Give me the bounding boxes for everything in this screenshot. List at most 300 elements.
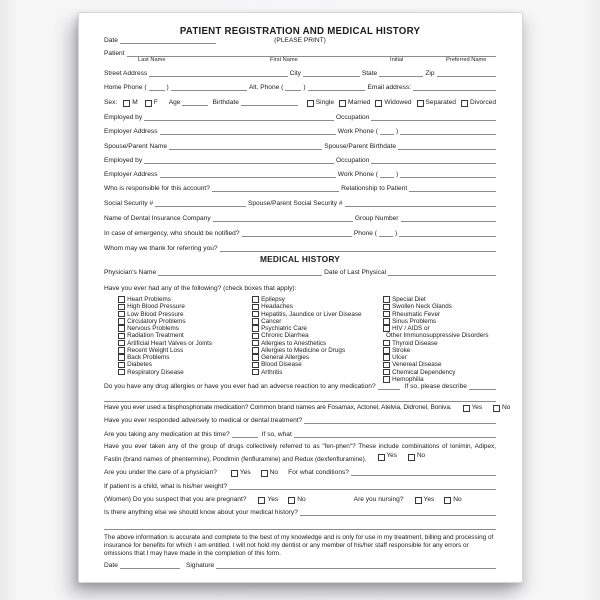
condition-stroke[interactable] [383, 347, 496, 354]
checkbox-box-icon [307, 100, 314, 107]
write-in-line[interactable] [379, 75, 423, 77]
form-page [78, 12, 523, 583]
write-in-line[interactable] [212, 190, 339, 192]
condition-label: Chronic Diarrhea [261, 332, 309, 340]
condition-label: Special Diet [392, 296, 426, 303]
condition-circulatory-problems[interactable] [118, 318, 252, 325]
condition-high-blood-pressure[interactable] [118, 303, 252, 310]
condition-label: HIV / AIDS or [392, 325, 430, 332]
field-label: In case of emergency, who should be notified? [104, 230, 240, 238]
checkbox-box-icon [415, 497, 422, 504]
condition-heart-problems[interactable] [118, 296, 252, 303]
checkbox-box-icon [118, 333, 125, 340]
write-in-line[interactable] [380, 133, 394, 135]
checkbox-label: M [132, 99, 138, 107]
condition-label: Thyroid Disease [392, 339, 438, 347]
field-label: Date [104, 37, 118, 45]
name-sublabel: Last Name [138, 57, 166, 64]
checkbox-box-icon [493, 405, 500, 412]
checkbox-box-icon [252, 354, 259, 361]
field-label: Date of Last Physical [324, 269, 387, 277]
condition-label: Stroke [392, 346, 411, 354]
condition-cancer[interactable] [252, 318, 383, 325]
field-label: ) [395, 171, 399, 179]
form-content [104, 25, 511, 570]
checkbox-yes[interactable] [415, 496, 435, 504]
field-label: For what conditions? [288, 469, 349, 477]
write-in-line[interactable] [371, 162, 496, 164]
name-sublabel: Preferred Name [446, 57, 487, 64]
field-label: Spouse/Parent Social Security # [247, 200, 343, 208]
pregnancy-row [104, 491, 496, 504]
write-in-line[interactable] [127, 55, 496, 57]
checkbox-label: Widowed [384, 99, 412, 107]
checkbox-box-icon [252, 296, 259, 303]
field-label: Are you taking any medication at this time? [104, 431, 230, 439]
checkbox-label: Yes [386, 452, 397, 460]
field-label: Street Address [104, 70, 148, 78]
write-in-line[interactable] [229, 488, 496, 490]
condition-label: Circulatory Problems [127, 317, 186, 325]
condition-radiation-treatment[interactable] [118, 332, 252, 339]
condition-swollen-neck-glands[interactable] [383, 303, 496, 310]
checkbox-box-icon [383, 296, 390, 303]
field-label: Spouse/Parent Birthdate [324, 143, 397, 151]
employed-row-1 [104, 107, 496, 122]
write-in-line[interactable] [169, 148, 322, 150]
physician-row [104, 264, 496, 277]
field-label: Birthdate [212, 99, 239, 107]
emergency-contact-row [104, 223, 496, 238]
write-in-line[interactable] [400, 133, 496, 135]
checkbox-box-icon [252, 347, 259, 354]
write-in-line[interactable] [213, 220, 353, 222]
field-label: Employer Address [104, 171, 158, 179]
checkbox-box-icon [258, 497, 265, 504]
checkbox-box-icon [383, 354, 390, 361]
continuation-line-1 [104, 391, 496, 403]
condition-chemical-dependency[interactable] [383, 369, 496, 376]
write-in-line[interactable] [379, 235, 393, 237]
condition-label: Radiation Treatment [127, 332, 184, 340]
checkbox-label: Yes [267, 496, 279, 504]
field-label: Age [168, 99, 181, 107]
write-in-line[interactable] [399, 235, 496, 237]
write-in-line[interactable] [378, 388, 400, 390]
write-in-line[interactable] [104, 528, 496, 530]
field-label: Work Phone ( [337, 128, 378, 136]
checkbox-label: Divorced [469, 99, 496, 107]
write-in-line[interactable] [351, 474, 496, 476]
field-label: City [289, 70, 301, 78]
condition-label: Nervous Problems [127, 325, 179, 332]
condition-special-diet[interactable] [383, 296, 496, 303]
condition-label: Epilepsy [261, 296, 285, 303]
checkbox-no[interactable] [493, 404, 510, 412]
write-in-line[interactable] [242, 235, 352, 237]
condition-label: Allergies to Medicine or Drugs [261, 346, 346, 354]
checkbox-f[interactable] [145, 99, 158, 107]
checkbox-label: Yes [239, 469, 251, 477]
field-label: Employer Address [104, 128, 158, 136]
write-in-line[interactable] [294, 436, 496, 438]
checkbox-box-icon [145, 100, 152, 107]
adverse-response-row [104, 412, 496, 425]
checkbox-label: F [153, 99, 158, 107]
field-label: Are you under the care of a physician? [104, 469, 217, 477]
spouse-name-row [104, 136, 496, 151]
checkbox-box-icon [118, 296, 125, 303]
condition-label: Headaches [261, 303, 293, 311]
checkbox-separated[interactable] [417, 99, 456, 107]
conditions-intro-row [104, 277, 496, 293]
condition-label: Psychiatric Care [261, 325, 307, 332]
checkbox-box-icon [118, 369, 125, 376]
checkbox-no[interactable] [261, 469, 278, 477]
checkbox-no[interactable] [444, 496, 461, 504]
condition-label: Recent Weight Loss [127, 346, 184, 354]
field-label: Do you have any drug allergies or have you ever had an adverse reaction to any medication? [104, 383, 376, 391]
employed-row-2 [104, 151, 496, 165]
checkbox-label: No [416, 452, 426, 460]
condition-label: Sinus Problems [392, 317, 437, 325]
write-in-line[interactable] [232, 436, 258, 438]
field-label: Employed by [104, 157, 143, 165]
field-label: Name of Dental Insurance Company [104, 215, 211, 223]
field-label: Who is responsible for this account? [104, 185, 210, 193]
field-label: (Women) Do you suspect that you are pregnant? [104, 496, 247, 504]
condition-epilepsy[interactable] [252, 296, 383, 303]
checkbox-yes[interactable] [258, 496, 278, 504]
condition-label: Allergies to Anesthetics [261, 339, 327, 347]
condition-label: Cancer [261, 317, 282, 325]
write-in-line[interactable] [149, 75, 287, 77]
medical-history-heading: MEDICAL HISTORY [259, 254, 341, 265]
checkbox-box-icon [383, 369, 390, 376]
date-row [104, 37, 496, 45]
condition-label: Venereal Disease [392, 361, 442, 369]
checkbox-label: No [297, 496, 306, 504]
checkbox-label: No [453, 496, 462, 504]
condition-label: Chemical Dependency [392, 368, 456, 376]
paragraph-text: Have you ever taken any of the group of drugs collectively referred to as "fen-phen"? These include combinations of Ionimin, Adipex, Fastin (brand names of phentermine), Pondimin (fenfluramine) and Redux (dexfenfluramine). [104, 443, 496, 464]
checkbox-box-icon [444, 497, 451, 504]
condition-label: Hepatitis, Jaundice or Liver Disease [261, 310, 362, 318]
field-label: Work Phone ( [337, 171, 378, 179]
field-label: Signature [185, 562, 215, 570]
form-title: PATIENT REGISTRATION AND MEDICAL HISTORY [179, 26, 421, 37]
checkbox-box-icon [417, 100, 424, 107]
field-label: State [361, 70, 378, 78]
checkbox-box-icon [463, 405, 470, 412]
checkbox-box-icon [383, 325, 390, 332]
field-label: Alt. Phone ( [248, 84, 284, 92]
checkbox-yes[interactable] [231, 469, 251, 477]
field-label: Phone ( [353, 230, 378, 238]
field-label: Date [104, 562, 118, 570]
condition-rheumatic-fever[interactable] [383, 311, 496, 318]
condition-psychiatric-care[interactable] [252, 325, 383, 332]
field-label: Social Security # [104, 200, 154, 208]
additional-info-row [104, 504, 496, 517]
field-label: Have you ever responded adversely to medical or dental treatment? [104, 417, 303, 425]
condition-recent-weight-loss[interactable] [118, 347, 252, 354]
field-label: Spouse/Parent Name [104, 143, 168, 151]
field-label: Group Number [354, 215, 399, 223]
field-label: ) [395, 128, 399, 136]
condition-label: High Blood Pressure [127, 303, 185, 311]
condition-label: Arthritis [261, 368, 283, 376]
checkbox-box-icon [461, 100, 468, 107]
conditions-column-2 [252, 296, 383, 383]
physician-care-row [104, 465, 496, 477]
field-label: Patient [104, 50, 125, 58]
checkbox-box-icon [252, 304, 259, 311]
write-in-line[interactable] [300, 514, 496, 516]
continuation-line-2 [104, 517, 496, 531]
checkbox-married[interactable] [339, 99, 370, 107]
field-label: If patient is a child, what is his/her weight? [104, 483, 228, 491]
field-label: Relationship to Patient [341, 185, 408, 193]
field-label: Occupation [336, 114, 370, 122]
drug-allergy-row [104, 383, 496, 391]
condition-label: Respiratory Disease [127, 368, 184, 376]
checkbox-box-icon [383, 347, 390, 354]
field-label: Is there anything else we should know about your medical history? [104, 509, 298, 517]
write-in-line[interactable] [144, 162, 334, 164]
name-sublabel: First Name [270, 57, 298, 64]
checkbox-box-icon [383, 362, 390, 369]
checkbox-box-icon [118, 362, 125, 369]
fenphen-question [104, 439, 496, 465]
condition-hiv-aids-or[interactable] [383, 325, 496, 332]
social-security-row [104, 193, 496, 208]
condition-arthritis[interactable] [252, 369, 383, 376]
checkbox-box-icon [383, 318, 390, 325]
write-in-line[interactable] [371, 119, 496, 121]
condition-ulcer[interactable] [383, 354, 496, 361]
write-in-line[interactable] [304, 422, 496, 424]
condition-label: Low Blood Pressure [127, 310, 184, 318]
write-in-line[interactable] [437, 75, 496, 77]
field-label: Have you ever used a bisphosphonate medication? Common brand names are Fosamax, Actonel, Atelvia, Didronel, Boniva. [104, 404, 452, 412]
checkbox-box-icon [252, 340, 259, 347]
write-in-line[interactable] [413, 89, 496, 91]
field-label: Email address: [367, 84, 412, 92]
write-in-line[interactable] [400, 176, 496, 178]
checkbox-box-icon [375, 100, 382, 107]
checkbox-box-icon [383, 340, 390, 347]
write-in-line[interactable] [160, 133, 336, 135]
checkbox-box-icon [378, 454, 385, 461]
paragraph-text: The above information is accurate and complete to the best of my knowledge and is only for use in my treatment, billing and processing of insurance for benefits for which I am entitled. I will not hold my dentist or any member of his/her staff responsible for any errors or omissions that I may have made in the completion of this form. [104, 534, 494, 557]
field-label: If so, please describe [404, 383, 467, 391]
current-medication-row [104, 425, 496, 439]
checkbox-box-icon [252, 318, 259, 325]
conditions-column-3 [383, 296, 496, 383]
field-label: Whom may we thank for referring you? [104, 245, 218, 253]
write-in-line[interactable] [303, 75, 360, 77]
write-in-line[interactable] [171, 89, 247, 91]
field-label: ) [166, 84, 169, 92]
checkbox-box-icon [118, 325, 125, 332]
write-in-line[interactable] [398, 148, 496, 150]
condition-label: Artificial Heart Valves or Joints [127, 339, 213, 347]
checkbox-box-icon [383, 304, 390, 311]
checkbox-no[interactable] [408, 451, 425, 460]
checkbox-label: Yes [423, 496, 435, 504]
sex-marital-row [104, 92, 496, 107]
checkbox-box-icon [408, 454, 415, 461]
condition-back-problems[interactable] [118, 354, 252, 361]
condition-label: Ulcer [392, 354, 407, 361]
checkbox-widowed[interactable] [375, 99, 411, 107]
condition-sinus-problems[interactable] [383, 318, 496, 325]
please-print-note: (PLEASE PRINT) [274, 37, 326, 45]
condition-headaches[interactable] [252, 303, 383, 310]
checkbox-box-icon [123, 100, 130, 107]
field-label: Have you ever had any of the following? (check boxes that apply): [104, 285, 297, 293]
checkbox-box-icon [118, 340, 125, 347]
field-label: If so, what [261, 431, 292, 439]
checkbox-box-icon [252, 362, 259, 369]
checkbox-box-icon [383, 376, 390, 383]
write-in-line[interactable] [308, 89, 366, 91]
write-in-line[interactable] [104, 400, 496, 402]
checkbox-box-icon [118, 318, 125, 325]
checkbox-divorced[interactable] [461, 99, 496, 107]
condition-venereal-disease[interactable] [383, 361, 496, 368]
condition-allergies-to-anesthetics[interactable] [252, 340, 383, 347]
condition-label: Blood Disease [261, 361, 302, 369]
write-in-line[interactable] [220, 250, 496, 252]
condition-hepatitis-jaundice-or-liver-disease[interactable] [252, 311, 383, 318]
write-in-line[interactable] [388, 274, 496, 276]
checkbox-label: No [269, 469, 279, 477]
write-in-line[interactable] [160, 176, 336, 178]
write-in-line[interactable] [182, 104, 208, 106]
write-in-line[interactable] [158, 274, 322, 276]
write-in-line[interactable] [120, 567, 180, 569]
checkbox-box-icon [118, 354, 125, 361]
write-in-line[interactable] [144, 119, 334, 121]
bisphosphonate-row [104, 403, 511, 412]
field-label: Zip [425, 70, 435, 78]
checkbox-box-icon [252, 325, 259, 332]
checkbox-m[interactable] [123, 99, 138, 107]
condition-label: Back Problems [127, 354, 170, 361]
account-responsible-row [104, 179, 496, 193]
condition-label: Other Immunosuppressive Disorders [386, 332, 489, 340]
write-in-line[interactable] [409, 190, 496, 192]
child-weight-row [104, 477, 496, 491]
checkbox-label: Single [315, 99, 335, 107]
field-label: ) [303, 84, 306, 92]
condition-hemophilia[interactable] [383, 376, 496, 383]
condition-thyroid-disease[interactable] [383, 340, 496, 347]
condition-blood-disease[interactable] [252, 361, 383, 368]
checkbox-box-icon [118, 304, 125, 311]
checkbox-box-icon [118, 311, 125, 318]
insurance-row [104, 208, 496, 223]
employer-address-row-1 [104, 122, 496, 136]
write-in-line[interactable] [401, 220, 496, 222]
checkbox-yes[interactable] [463, 404, 482, 412]
field-label: Occupation [336, 157, 370, 165]
name-sublabel: Initial [390, 57, 404, 64]
write-in-line[interactable] [149, 89, 165, 91]
condition-label: Rheumatic Fever [392, 310, 441, 318]
referral-row [104, 238, 496, 253]
condition-label: Diabetes [127, 361, 152, 369]
condition-continuation [383, 332, 496, 339]
condition-allergies-to-medicine-or-drugs[interactable] [252, 347, 383, 354]
checkbox-label: Yes [471, 404, 483, 412]
condition-label: Heart Problems [127, 296, 171, 303]
condition-general-allergies[interactable] [252, 354, 383, 361]
checkbox-box-icon [383, 311, 390, 318]
field-label: Employed by [104, 114, 143, 122]
checkbox-box-icon [252, 333, 259, 340]
write-in-line[interactable] [216, 567, 496, 569]
checkbox-box-icon [252, 311, 259, 318]
field-label: Home Phone ( [104, 84, 147, 92]
employer-address-row-2 [104, 165, 496, 179]
checkbox-single[interactable] [307, 99, 334, 107]
patient-row [104, 45, 496, 58]
condition-chronic-diarrhea[interactable] [252, 332, 383, 339]
field-label: Physician's Name [104, 269, 157, 277]
address-row [104, 65, 496, 78]
write-in-line[interactable] [469, 388, 496, 390]
condition-diabetes[interactable] [118, 361, 252, 368]
conditions-column-1 [118, 296, 252, 383]
checkbox-box-icon [339, 100, 346, 107]
checkbox-box-icon [261, 470, 268, 477]
checkbox-box-icon [231, 470, 238, 477]
write-in-line[interactable] [345, 205, 496, 207]
checkbox-yes[interactable] [378, 451, 397, 460]
condition-label: Swollen Neck Glands [392, 303, 452, 311]
condition-low-blood-pressure[interactable] [118, 311, 252, 318]
write-in-line[interactable] [241, 104, 298, 106]
checkbox-label: Separated [425, 99, 456, 107]
checkbox-label: Married [348, 99, 371, 107]
checkbox-label: No [502, 404, 511, 412]
field-label: Sex: [104, 99, 118, 107]
write-in-line[interactable] [120, 42, 216, 44]
checkbox-box-icon [252, 369, 259, 376]
condition-label: Hemophilia [392, 375, 424, 383]
condition-artificial-heart-valves-or-joints[interactable] [118, 340, 252, 347]
write-in-line[interactable] [380, 176, 394, 178]
condition-nervous-problems[interactable] [118, 325, 252, 332]
phone-row [104, 78, 496, 92]
name-sublabels-row [104, 58, 496, 65]
checkbox-no[interactable] [288, 496, 305, 504]
checkbox-box-icon [118, 347, 125, 354]
condition-label: General Allergies [261, 354, 310, 361]
date-signature-row [104, 559, 496, 570]
write-in-line[interactable] [285, 89, 301, 91]
write-in-line[interactable] [155, 205, 246, 207]
field-label: Are you nursing? [353, 496, 404, 504]
checkbox-box-icon [288, 497, 295, 504]
field-label: ) [395, 230, 398, 238]
consent-paragraph [104, 531, 496, 559]
conditions-grid [104, 296, 496, 383]
condition-respiratory-disease[interactable] [118, 369, 252, 376]
